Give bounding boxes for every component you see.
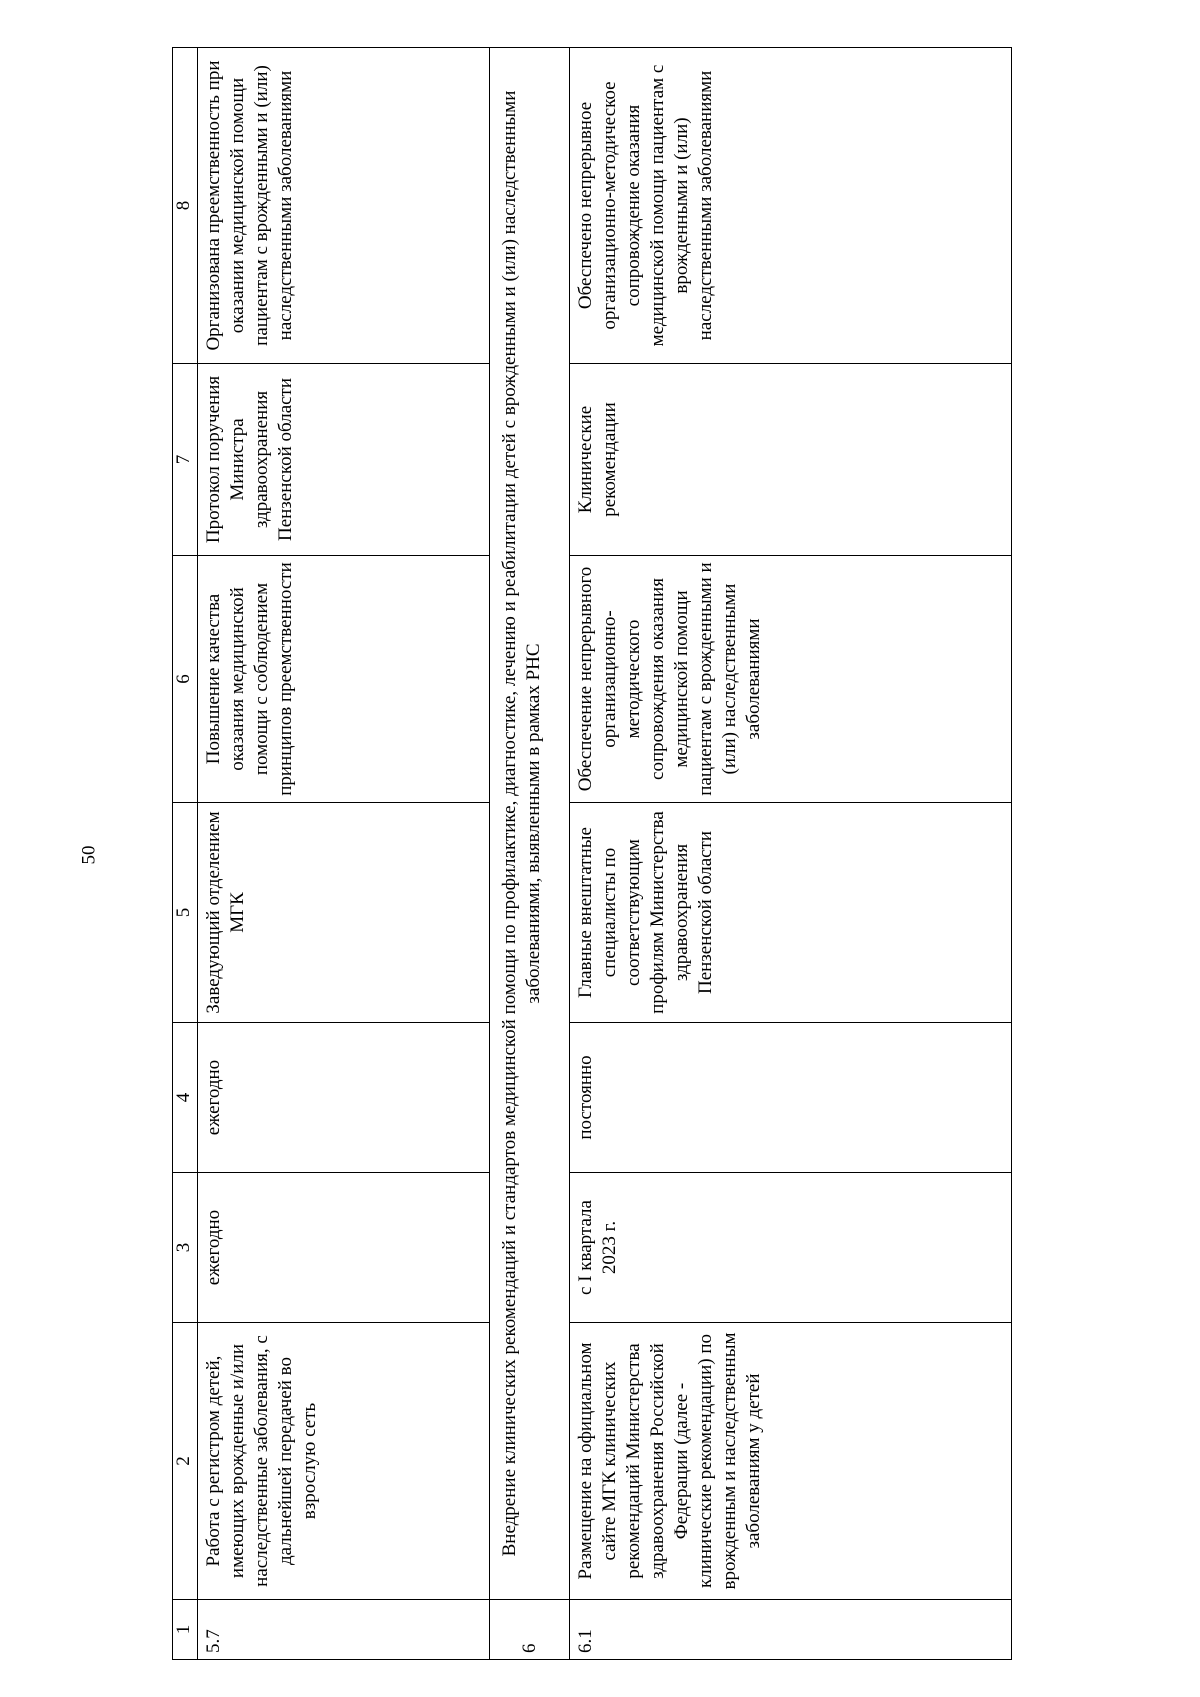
characteristic-cell: Повышение качества оказания медицинской помощи с соблюдением принципов преемственности bbox=[198, 556, 490, 803]
table-row bbox=[570, 48, 1012, 1660]
row-number: 5.7 bbox=[198, 1600, 490, 1660]
header-cell: 1 bbox=[173, 1600, 198, 1660]
page-number: 50 bbox=[78, 845, 100, 865]
header-cell: 5 bbox=[173, 803, 198, 1023]
start-cell: с I квартала 2023 г. bbox=[570, 1173, 1012, 1323]
table-row bbox=[198, 48, 490, 1660]
header-cell: 8 bbox=[173, 48, 198, 364]
header-cell: 3 bbox=[173, 1173, 198, 1323]
section-row bbox=[490, 48, 570, 1660]
end-cell: ежегодно bbox=[198, 1023, 490, 1173]
section-title: Внедрение клинических рекомендаций и стандартов медицинской помощи по профилактике, диагностике, лечению и реабилитации детей с врожденными и (или) наследственными заболеваниями, выявленными в рамках РНС bbox=[490, 48, 570, 1600]
row-number: 6.1 bbox=[570, 1600, 1012, 1660]
action-cell: Работа с регистром детей, имеющих врожденные и/или наследственные заболевания, с дальнейшей передачей во взрослую сеть bbox=[198, 1323, 490, 1600]
table-frame bbox=[172, 48, 1012, 1660]
result-cell: Обеспечено непрерывное организационно-методическое сопровождение оказания медицинской помощи пациентам с врожденными и (или) наследственными заболеваниями bbox=[570, 48, 1012, 364]
rotated-page bbox=[172, 48, 1012, 1660]
header-cell: 2 bbox=[173, 1323, 198, 1600]
plan-table bbox=[172, 47, 1012, 1660]
header-row bbox=[173, 48, 198, 1660]
end-cell: постоянно bbox=[570, 1023, 1012, 1173]
document-cell: Клинические рекомендации bbox=[570, 364, 1012, 556]
responsible-cell: Главные внештатные специалисты по соответствующим профилям Министерства здравоохранения Пензенской области bbox=[570, 803, 1012, 1023]
header-cell: 7 bbox=[173, 364, 198, 556]
section-number: 6 bbox=[490, 1600, 570, 1660]
header-cell: 6 bbox=[173, 556, 198, 803]
responsible-cell: Заведующий отделением МГК bbox=[198, 803, 490, 1023]
characteristic-cell: Обеспечение непрерывного организационно-методического сопровождения оказания медицинской помощи пациентам с врожденными и (или) наследственными заболеваниями bbox=[570, 556, 1012, 803]
start-cell: ежегодно bbox=[198, 1173, 490, 1323]
document-cell: Протокол поручения Министра здравоохранения Пензенской области bbox=[198, 364, 490, 556]
header-cell: 4 bbox=[173, 1023, 198, 1173]
result-cell: Организована преемственность при оказании медицинской помощи пациентам с врожденными и (или) наследственными заболеваниями bbox=[198, 48, 490, 364]
action-cell: Размещение на официальном сайте МГК клинических рекомендаций Министерства здравоохранения Российской Федерации (далее - клинические рекомендации) по врожденным и наследственным заболеваниям у детей bbox=[570, 1323, 1012, 1600]
